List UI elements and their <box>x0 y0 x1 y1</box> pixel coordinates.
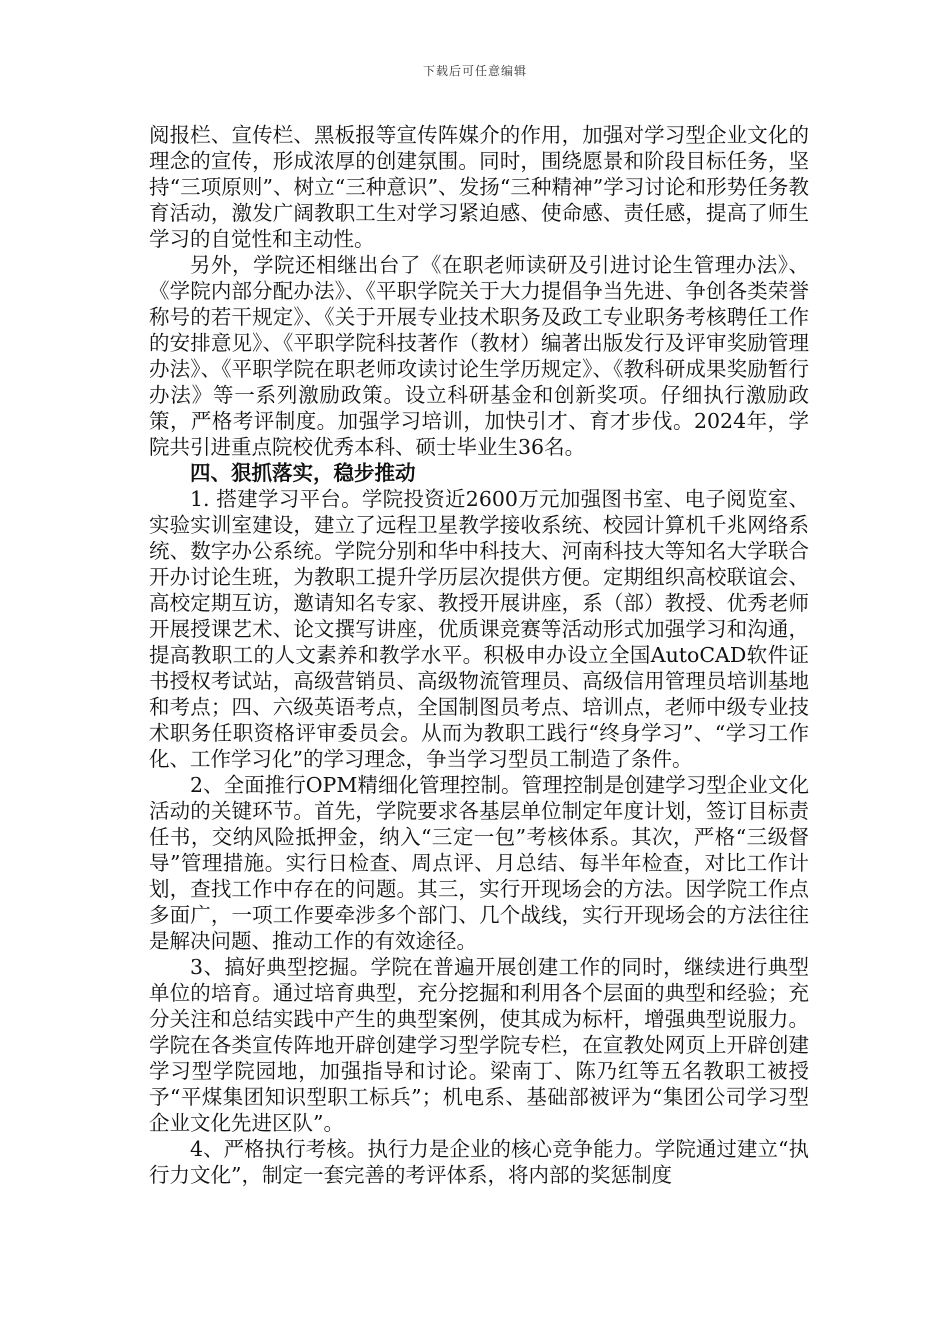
paragraph-learning-platform: 1. 搭建学习平台。学院投资近2600万元加强图书室、电子阅览室、实验实训室建设，建立了远程卫星教学接收系统、校园计算机千兆网络系统、数字办公系统。学院分别和华中科技大、河南科技大等知名大学联合开办讨论生班，为教职工提升学历层次提供方便。定期组织高校联谊会、高校定期互访，邀请知名专家、教授开展讲座，系（部）教授、优秀老师开展授课艺术、论文撰写讲座，优质课竞赛等活动形式加强学习和沟通，提高教职工的人文素养和教学水平。积极申办设立全国AutoCAD软件证书授权考试站，高级营销员、高级物流管理员、高级信用管理员培训基地和考点；四、六级英语考点，全国制图员考点、培训点，老师中级专业技术职务任职资格评审委员会。从而为教职工践行“终身学习”、“学习工作化、工作学习化”的学习理念，争当学习型员工制造了条件。 <box>149 487 809 771</box>
page-header: 下载后可任意编辑 <box>422 64 527 78</box>
paragraph-continuation: 阅报栏、宣传栏、黑板报等宣传阵媒介的作用，加强对学习型企业文化的理念的宣传，形成浓厚的创建氛围。同时，围绕愿景和阶段目标任务，坚持“三项原则”、树立“三种意识”、发扬“三种精神”学习讨论和形势任务教育活动，激发广阔教职工生对学习紧迫感、使命感、责任感，提高了师生学习的自觉性和主动性。 <box>149 123 809 251</box>
document-body <box>149 122 809 1188</box>
paragraph-opm-management: 2、全面推行OPM精细化管理控制。管理控制是创建学习型企业文化活动的关键环节。首先，学院要求各基层单位制定年度计划，签订目标责任书，交纳风险抵押金，纳入“三定一包”考核体系。其次，严格“三级督导”管理措施。实行日检查、周点评、月总结、每半年检查，对比工作计划，查找工作中存在的问题。其三，实行开现场会的方法。因学院工作点多面广，一项工作要牵涉多个部门、几个战线，实行开现场会的方法往往是解决问题、推动工作的有效途径。 <box>149 773 809 953</box>
paragraph-assessment: 4、严格执行考核。执行力是企业的核心竞争能力。学院通过建立“执行力文化”，制定一套完善的考评体系，将内部的奖惩制度 <box>149 1137 809 1187</box>
paragraph-incentive-policies: 另外，学院还相继出台了《在职老师读研及引进讨论生管理办法》、《学院内部分配办法》、《平职学院关于大力提倡争当先进、争创各类荣誉称号的若干规定》、《关于开展专业技术职务及政工专业职务考核聘任工作的安排意见》、《平职学院科技著作（教材）编著出版发行及评审奖励管理办法》、《平职学院在职老师攻读讨论生学历规定》、《教科研成果奖励暂行办法》等一系列激励政策。设立科研基金和创新奖项。仔细执行激励政策，严格考评制度。加强学习培训，加快引才、育才步伐。2024年，学院共引进重点院校优秀本科、硕士毕业生36名。 <box>149 253 809 459</box>
paragraph-typical-cases: 3、搞好典型挖掘。学院在普遍开展创建工作的同时，继续进行典型单位的培育。通过培育典型，充分挖掘和利用各个层面的典型和经验；充分关注和总结实践中产生的典型案例，使其成为标杆，增强典型说服力。学院在各类宣传阵地开辟创建学习型学院专栏，在宣教处网页上开辟创建学习型学院园地，加强指导和讨论。梁南丁、陈乃红等五名教职工被授予“平煤集团知识型职工标兵”；机电系、基础部被评为“集团公司学习型企业文化先进区队”。 <box>149 955 809 1135</box>
section-heading: 四、狠抓落实，稳步推动 <box>190 461 416 485</box>
